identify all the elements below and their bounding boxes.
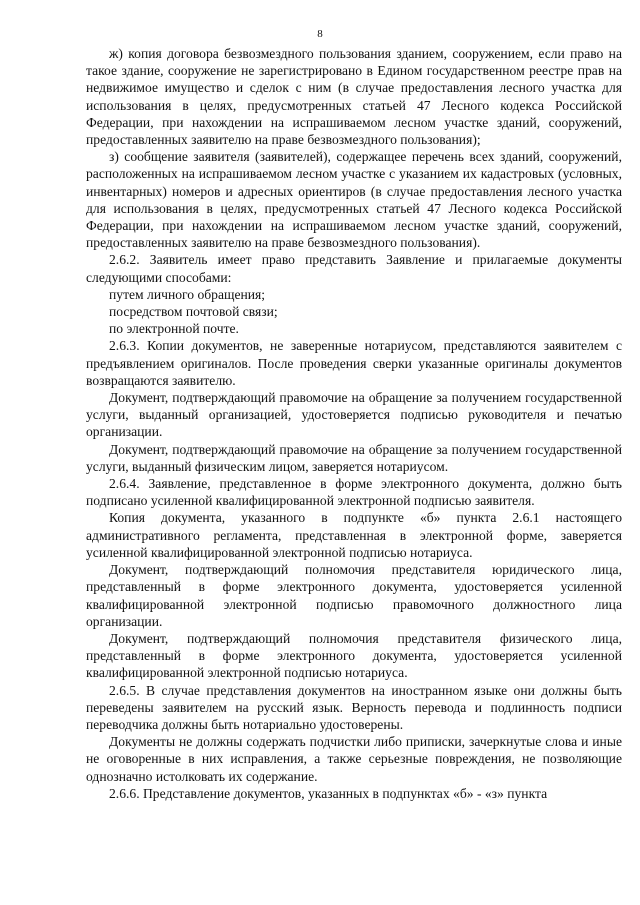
method-email: по электронной почте.: [109, 321, 239, 337]
paragraph-individual-representative: Документ, подтверждающий полномочия представителя физического лица, представленный в форме электронного документа, удостоверяется усиленной квалифицированной электронной подписью нотариуса.: [86, 630, 622, 681]
paragraph-2-6-4: 2.6.4. Заявление, представленное в форме электронного документа, должно быть подписано усиленной квалифицированной электронной подписью заявителя.: [86, 476, 622, 509]
paragraph-organization-authority: Документ, подтверждающий правомочие на обращение за получением государственной услуги, выданный организацией, удостоверяется подписью руководителя и печатью организации.: [86, 390, 622, 440]
paragraph-legal-entity-representative: Документ, подтверждающий полномочия представителя юридического лица, представленный в форме электронного документа, удостоверяется усиленной квалифицированной электронной подписью правомочного должностного лица организации.: [86, 562, 622, 629]
document-body: [86, 45, 622, 802]
paragraph-2-6-3: 2.6.3. Копии документов, не заверенные нотариусом, представляются заявителем с предъявлением оригиналов. После проведения сверки указанные оригиналы документов возвращаются заявителю.: [86, 338, 622, 388]
paragraph-2-6-2: 2.6.2. Заявитель имеет право представить Заявление и прилагаемые документы следующими способами:: [86, 252, 622, 285]
method-post: посредством почтовой связи;: [109, 304, 278, 320]
paragraph-copy-electronic: Копия документа, указанного в подпункте «б» пункта 2.6.1 настоящего административного регламента, представленная в электронной форме, заверяется усиленной квалифицированной электронной подписью нотариуса.: [86, 510, 622, 560]
method-in-person: путем личного обращения;: [109, 286, 266, 302]
page-number: 8: [317, 28, 323, 40]
paragraph-zh: ж) копия договора безвозмездного пользования зданием, сооружением, если право на такое здание, сооружение не зарегистрировано в Едином государственном реестре прав на недвижимое имущество и сделок с ним (в случае предоставления лесного участка для использования в целях, предусмотренных статьей 47 Лесного кодекса Российской Федерации, при нахождении на испрашиваемом лесном участке зданий, сооружений, предоставленных заявителю на праве безвозмездного пользования);: [86, 46, 622, 148]
paragraph-individual-authority: Документ, подтверждающий правомочие на обращение за получением государственной услуги, выданный физическим лицом, заверяется нотариусом.: [86, 441, 622, 474]
paragraph-2-6-5: 2.6.5. В случае представления документов на иностранном языке они должны быть переведены заявителем на русский язык. Верность перевода и подлинность подписи переводчика должны быть нотариально удостоверены.: [86, 682, 622, 732]
paragraph-no-corrections: Документы не должны содержать подчистки либо приписки, зачеркнутые слова и иные не оговоренные в них исправления, а также серьезные повреждения, не позволяющие однозначно истолковать их содержание.: [86, 734, 622, 784]
paragraph-z: з) сообщение заявителя (заявителей), содержащее перечень всех зданий, сооружений, расположенных на испрашиваемом лесном участке с указанием их кадастровых (условных, инвентарных) номеров и адресных ориентиров (в случае предоставления лесного участка для использования в целях, предусмотренных статьей 47 Лесного кодекса Российской Федерации, при нахождении на испрашиваемом лесном участке зданий, сооружений, предоставленных заявителю на праве безвозмездного пользования).: [86, 149, 622, 251]
paragraph-2-6-6: 2.6.6. Представление документов, указанных в подпунктах «б» - «з» пункта: [109, 785, 548, 801]
